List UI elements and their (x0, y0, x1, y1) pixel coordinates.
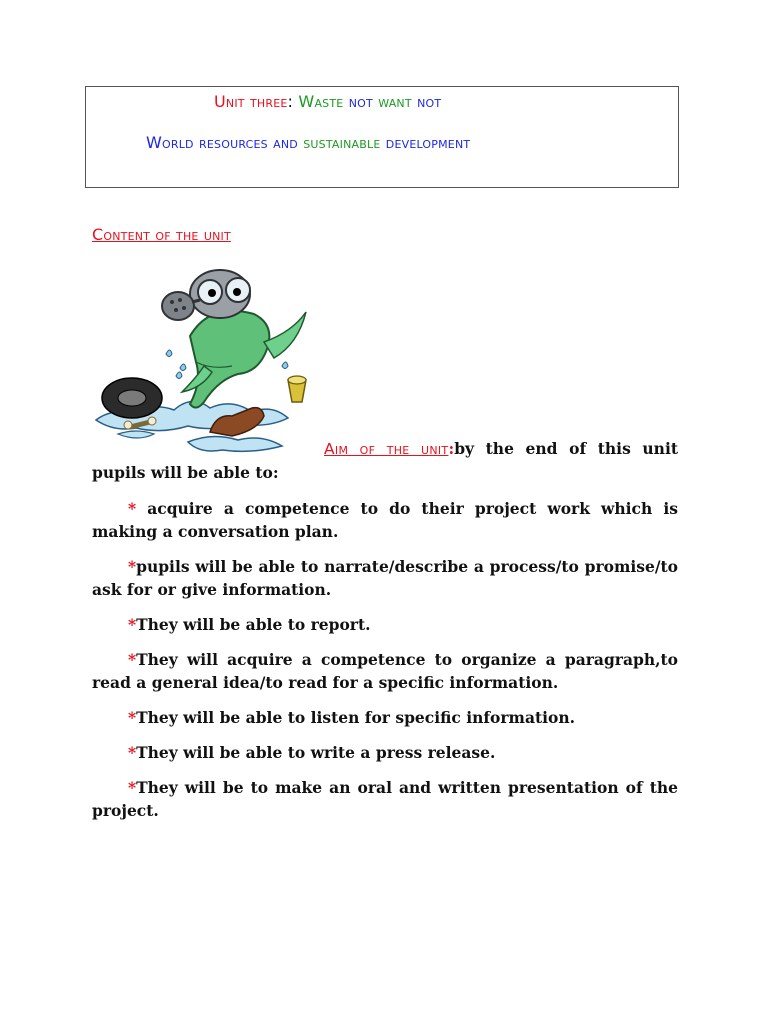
aim-colon: : (448, 439, 455, 458)
fish-with-gas-mask-in-polluted-water-icon (92, 262, 324, 458)
objective-text: They will acquire a competence to organize a paragraph,to read a general idea/to read for a specific information. (92, 650, 678, 692)
unit-title-line (214, 92, 441, 111)
title-word-want: want (378, 92, 412, 111)
objective-item (92, 706, 678, 729)
aim-label: Aim of the unit (324, 440, 449, 458)
objective-text: They will be able to write a press release. (136, 743, 496, 762)
bullet-star: * (128, 499, 137, 518)
title-word-waste: Waste (298, 92, 344, 111)
subtitle-word-resources: resources (199, 133, 268, 152)
subtitle-word-world: World (146, 133, 194, 152)
objective-item (92, 613, 678, 636)
objective-item (92, 497, 678, 543)
objective-item (92, 555, 678, 601)
subtitle-word-development: development (385, 133, 471, 152)
content-of-unit-heading: Content of the unit (92, 225, 231, 244)
objective-text: They will be to make an oral and written presentation of the project. (92, 778, 678, 820)
bullet-star: * (128, 708, 137, 727)
objective-text: They will be able to report. (136, 615, 371, 634)
objective-item (92, 648, 678, 694)
aim-first-line (92, 437, 678, 461)
bullet-star: * (128, 557, 137, 576)
subtitle-word-sustainable: sustainable (303, 133, 381, 152)
title-word-not-1: not (348, 92, 373, 111)
unit-subtitle-line (146, 133, 470, 152)
aim-paragraph (92, 437, 678, 484)
bullet-star: * (128, 743, 137, 762)
bullet-star: * (128, 650, 137, 669)
unit-title-box (85, 86, 679, 188)
bullet-star: * (128, 778, 137, 797)
objective-text: acquire a competence to do their project work which is making a conversation plan. (92, 499, 678, 541)
bullet-star: * (128, 615, 137, 634)
title-colon: : (287, 92, 294, 111)
objective-item (92, 776, 678, 822)
objectives-list (92, 497, 678, 834)
unit-number-label: Unit three (214, 92, 288, 111)
objective-text: pupils will be able to narrate/describe a process/to promise/to ask for or give information. (92, 557, 678, 599)
objective-text: They will be able to listen for specific information. (136, 708, 576, 727)
aim-text-first: by the end of this unit (454, 439, 678, 458)
objective-item (92, 741, 678, 764)
aim-second-line: pupils will be able to: (92, 463, 279, 482)
subtitle-word-and: and (273, 133, 298, 152)
title-word-not-2: not (417, 92, 442, 111)
